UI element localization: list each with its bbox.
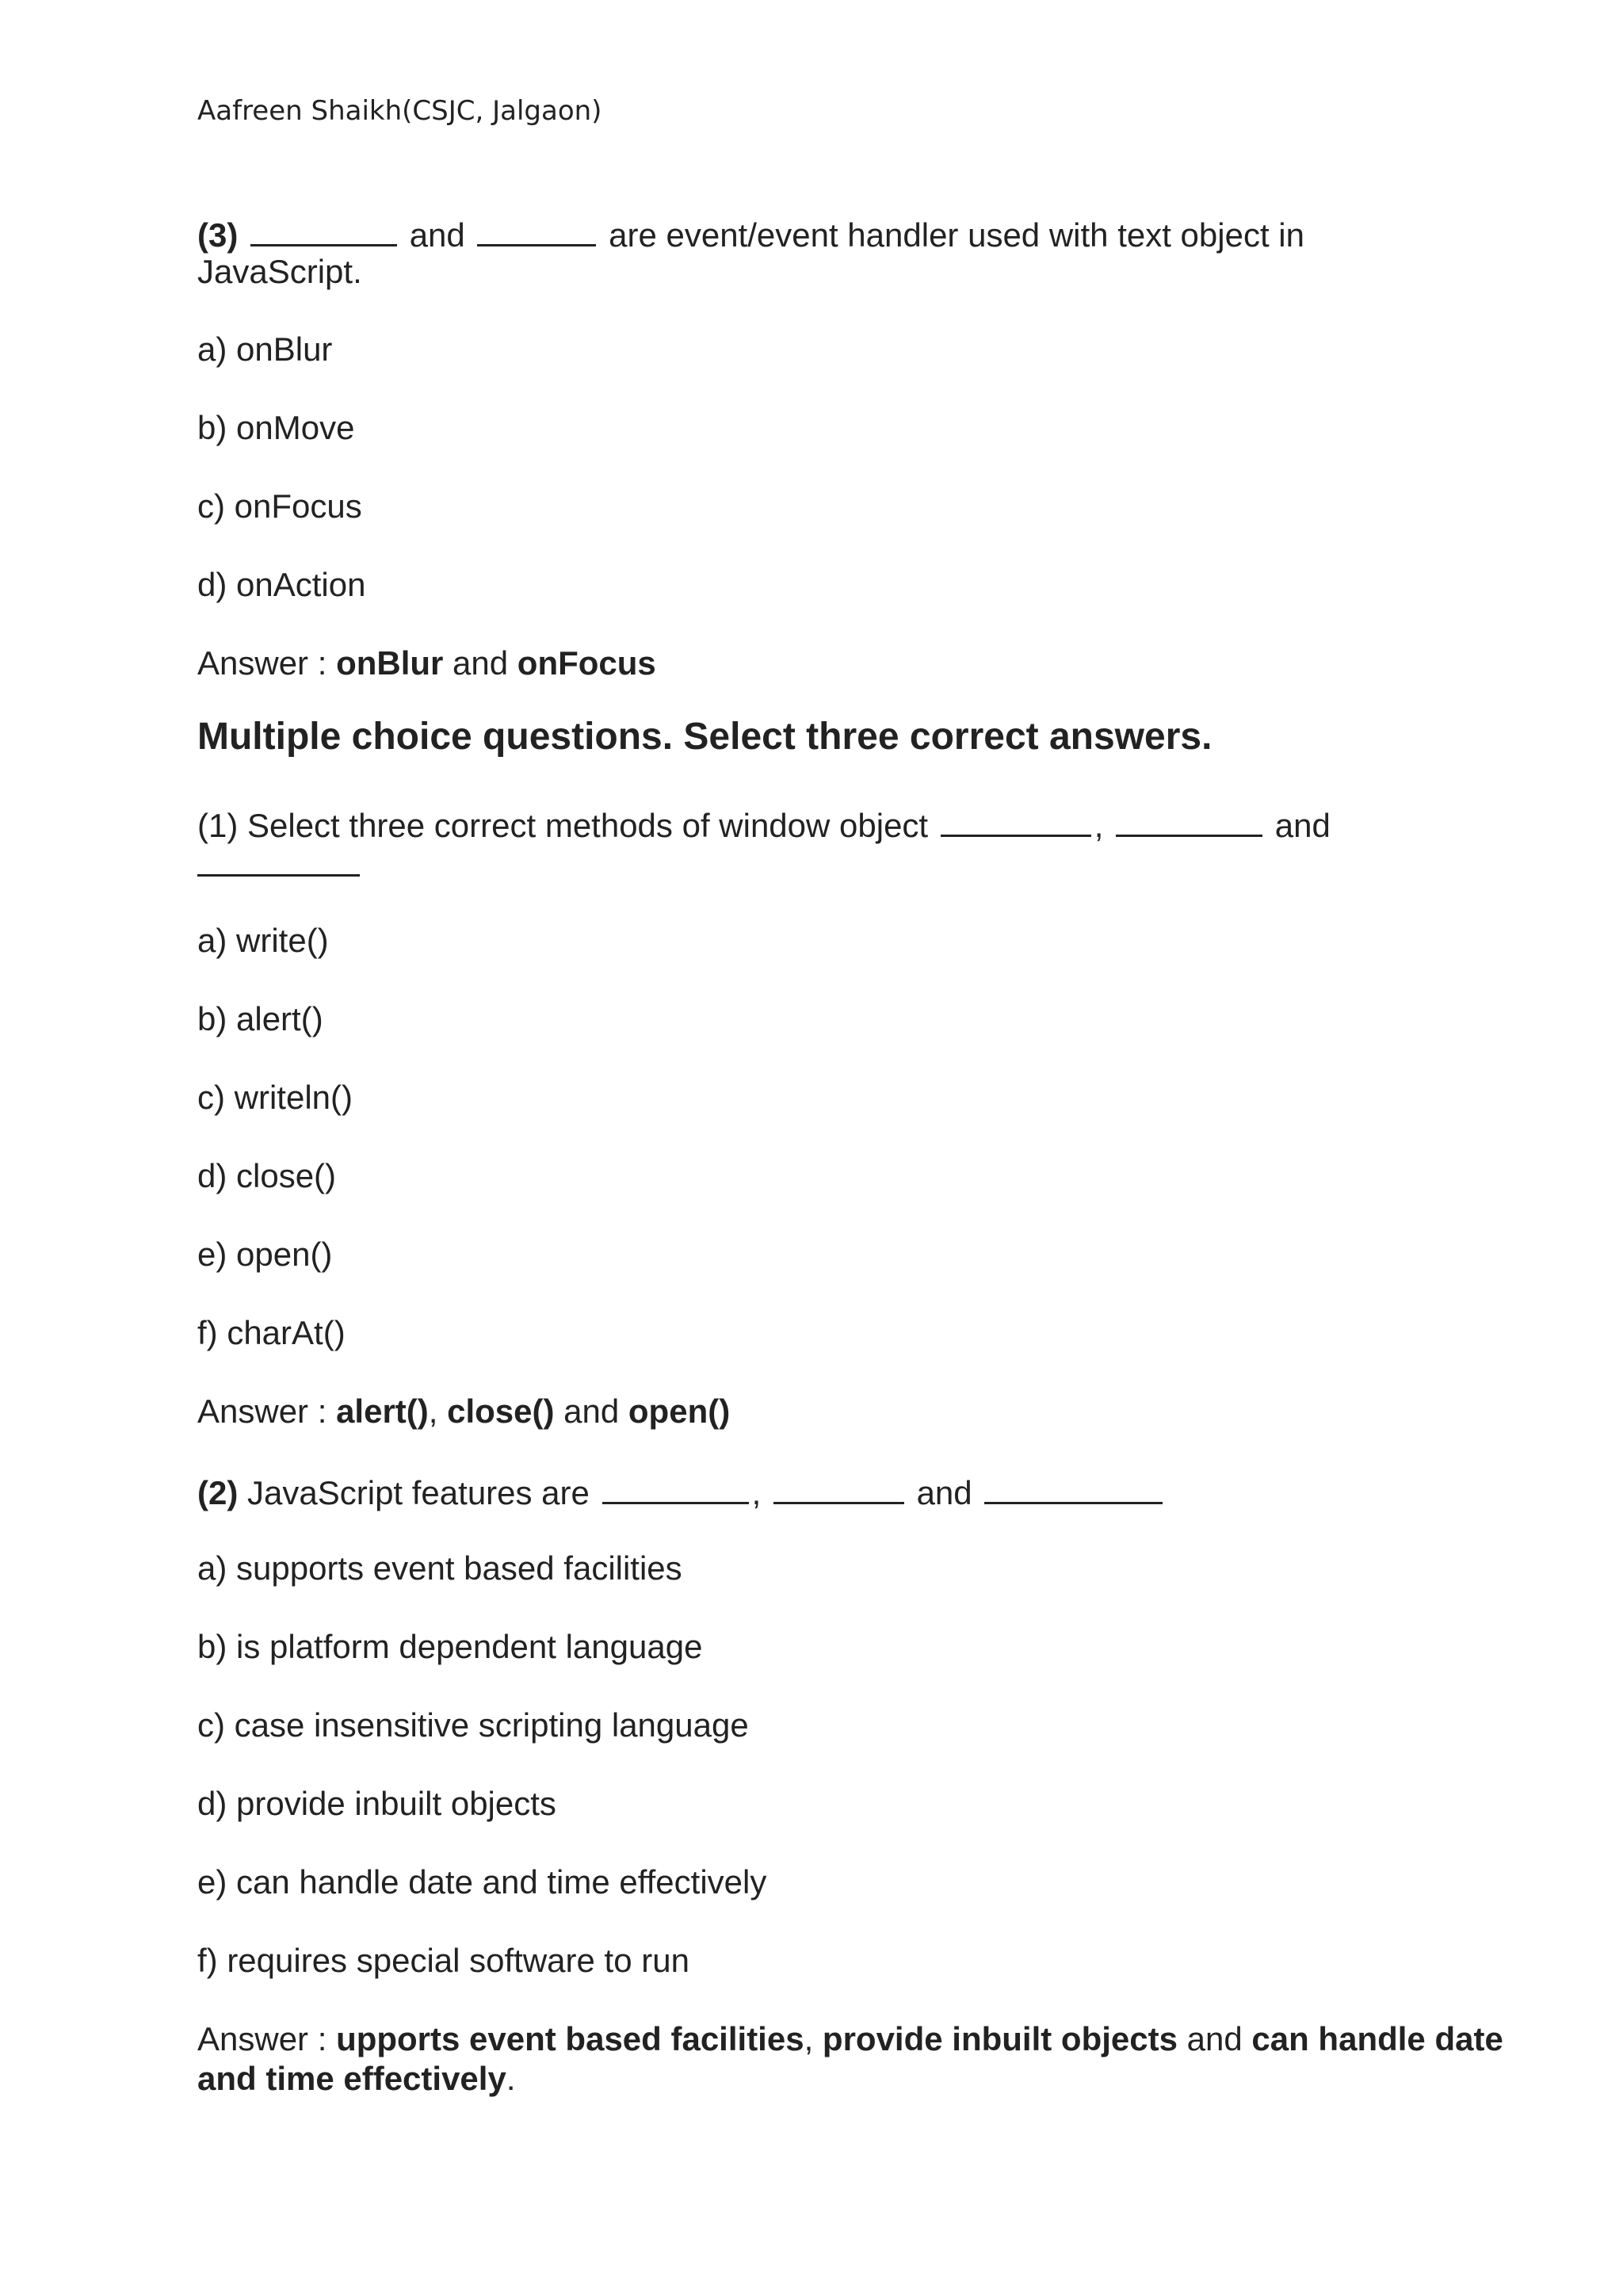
mc1-option-f: f) charAt() — [197, 1314, 346, 1351]
q3-number: (3) — [197, 216, 239, 254]
mc2-question — [197, 1470, 1166, 1513]
mc2-option-e: e) can handle date and time effectively — [197, 1863, 767, 1901]
page-header: Aafreen Shaikh(CSJC, Jalgaon) — [197, 95, 602, 127]
mc2-number: (2) — [197, 1474, 239, 1511]
q3-option-c: c) onFocus — [197, 487, 362, 525]
mc1-option-d: d) close() — [197, 1157, 337, 1194]
mc2-option-d: d) provide inbuilt objects — [197, 1785, 556, 1822]
mc1-answer-part2: close() — [447, 1392, 555, 1430]
mc1-option-a: a) write() — [197, 922, 329, 959]
mc2-answer-end: . — [506, 2060, 516, 2097]
q3-option-a: a) onBlur — [197, 330, 333, 368]
mc1-answer — [197, 1392, 730, 1431]
mc1-answer-and: and — [563, 1392, 620, 1430]
q3-and: and — [409, 216, 465, 254]
mc2-comma: , — [751, 1474, 762, 1511]
mc1-option-c: c) writeln() — [197, 1079, 353, 1116]
mc2-option-c: c) case insensitive scripting language — [197, 1706, 749, 1744]
mc2-blank-2 — [773, 1470, 904, 1504]
section-heading: Multiple choice questions. Select three correct answers. — [197, 716, 1212, 758]
mc1-blank-2 — [1116, 803, 1262, 837]
mc1-and: and — [1274, 807, 1331, 844]
mc1-answer-part3: open() — [628, 1392, 731, 1430]
mc1-blank-1 — [941, 803, 1091, 837]
q3-blank-1 — [250, 212, 397, 246]
mc2-blank-3 — [984, 1470, 1163, 1504]
mc2-answer-part3: can handle date — [1251, 2020, 1503, 2057]
mc1-question-line1 — [197, 803, 1331, 846]
mc2-answer-line2 — [197, 2059, 515, 2099]
mc2-answer-comma: , — [804, 2020, 814, 2057]
q3-answer-part1: onBlur — [336, 644, 444, 682]
q3-question-line1 — [197, 212, 1304, 255]
mc1-answer-comma: , — [428, 1392, 438, 1430]
q3-answer-prefix: Answer : — [197, 644, 327, 682]
q3-answer — [197, 644, 656, 683]
mc1-answer-part1: alert() — [336, 1392, 429, 1430]
mc2-answer-part2: provide inbuilt objects — [822, 2020, 1178, 2057]
mc2-answer-and: and — [1186, 2020, 1243, 2057]
mc2-blank-1 — [602, 1470, 749, 1504]
mc2-and: and — [916, 1474, 972, 1511]
mc2-text: JavaScript features are — [247, 1474, 590, 1511]
mc1-text: (1) Select three correct methods of window object — [197, 807, 929, 844]
q3-answer-part2: onFocus — [517, 644, 656, 682]
q3-answer-and: and — [453, 644, 509, 682]
mc2-answer-prefix: Answer : — [197, 2020, 327, 2057]
q3-option-b: b) onMove — [197, 409, 355, 446]
mc2-option-f: f) requires special software to run — [197, 1942, 689, 1979]
q3-blank-2 — [477, 212, 596, 246]
mc2-option-b: b) is platform dependent language — [197, 1628, 703, 1665]
q3-text-rest: are event/event handler used with text object in — [609, 216, 1304, 254]
mc1-option-b: b) alert() — [197, 1000, 323, 1037]
mc2-answer-line2-text: and time effectively — [197, 2060, 506, 2097]
mc1-blank-3 — [197, 842, 360, 877]
q3-question-line2: JavaScript. — [197, 253, 362, 290]
mc1-answer-prefix: Answer : — [197, 1392, 327, 1430]
mc1-question-line2 — [197, 842, 363, 885]
mc2-answer-line1 — [197, 2019, 1503, 2059]
q3-option-d: d) onAction — [197, 566, 366, 603]
mc2-option-a: a) supports event based facilities — [197, 1549, 682, 1587]
mc1-option-e: e) open() — [197, 1236, 333, 1273]
mc2-answer-part1: upports event based facilities — [336, 2020, 804, 2057]
mc1-comma: , — [1094, 807, 1104, 844]
